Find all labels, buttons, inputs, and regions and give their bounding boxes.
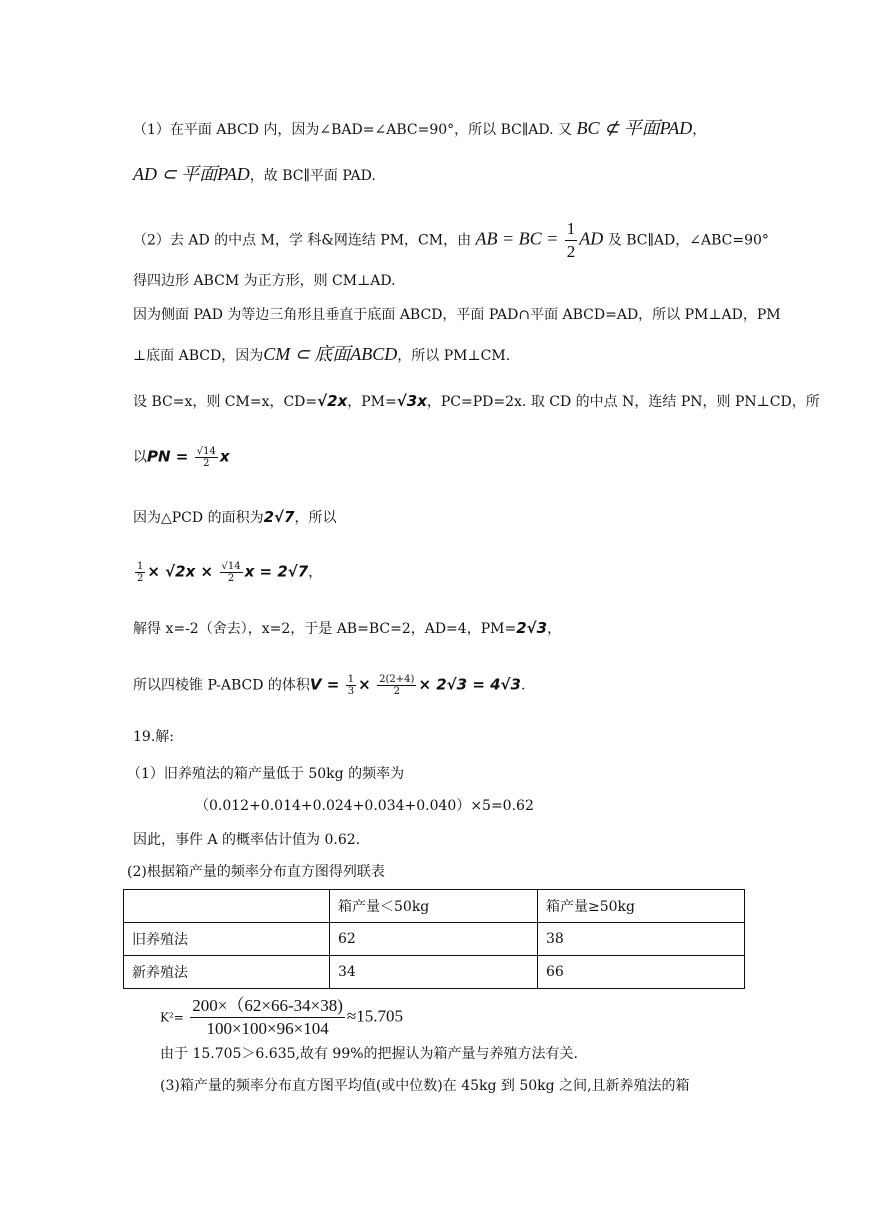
k2-value: ≈15.705 — [346, 1006, 403, 1026]
p2-text-i3: ，所以 — [294, 510, 337, 526]
p2-fraction-sqrt14-over-2: $\frac{√14}{2}$ — [196, 446, 216, 469]
p2-formula-times: × — [358, 675, 371, 694]
p2-text-l1: 所以四棱锥 P-ABCD 的体积 — [133, 677, 310, 694]
table-row — [124, 956, 745, 989]
p2-formula-pn: PN = — [147, 447, 189, 466]
p2-formula-pm-value: 2√3 — [516, 619, 548, 637]
p2-fraction-base-area: $\frac{2(2+4)}{2}$ — [379, 674, 415, 697]
p2-line10 — [133, 674, 525, 697]
p2-line5 — [133, 391, 820, 412]
p2-formula-volume-v: V = — [309, 675, 340, 694]
table-cell: 新养殖法 — [124, 956, 330, 989]
table-cell: 箱产量＜50kg — [330, 890, 538, 923]
p2-fraction-half: $\frac{1}{2}$ — [566, 219, 576, 261]
p2-line1 — [133, 218, 769, 263]
p1-text-a: （1）在平面 ABCD 内，因为∠BAD=∠ABC=90°，所以 BC∥AD. 又 — [133, 122, 573, 138]
k2-fraction — [190, 995, 345, 1040]
p1-text-b: ， — [692, 122, 707, 138]
p2-text-l5: . — [521, 677, 526, 694]
table-header-row — [124, 890, 745, 923]
table-cell: 旧养殖法 — [124, 923, 330, 956]
p2-formula-area: 2√7 — [263, 508, 295, 526]
q19-s4: (2)根据箱产量的频率分布直方图得列联表 — [127, 864, 385, 880]
p2-formula-area-eq-a: × √2x × — [147, 562, 214, 581]
contingency-table — [123, 889, 745, 989]
k2-label: K²= — [160, 1010, 184, 1025]
p2-fraction-sqrt14-over-2-b: $\frac{√14}{2}$ — [221, 561, 241, 584]
p2-text-g3: ，PM= — [347, 394, 397, 410]
p2-formula-cd: √2x — [317, 392, 348, 410]
p2-text-c: 得四边形 ABCM 为正方形，则 CM⊥AD. — [133, 273, 396, 289]
q19-s1: （1）旧养殖法的箱产量低于 50kg 的频率为 — [127, 766, 405, 782]
p2-line8 — [133, 561, 322, 584]
p2-text-e: ⊥底面 ABCD，因为 — [133, 348, 264, 364]
p1-formula-ad-in-plane: AD ⊂ 平面PAD — [133, 164, 250, 184]
p1-line1 — [133, 118, 706, 140]
p2-text-g1: 设 BC=x，则 CM=x，CD= — [133, 394, 318, 410]
p2-text-g5: ，PC=PD=2x. 取 CD 的中点 N，连结 PN，则 PN⊥CD，所 — [426, 394, 820, 410]
p2-text-f: ，所以 PM⊥CM. — [397, 348, 511, 364]
p2-formula-pm: √3x — [396, 392, 427, 410]
p2-fraction-third: $\frac{1}{3}$ — [347, 674, 355, 697]
p2-line2 — [133, 271, 396, 291]
p2-text-h1: 以 — [133, 449, 147, 466]
k2-formula — [160, 995, 403, 1040]
table-cell: 箱产量≥50kg — [538, 890, 745, 923]
p2-line9 — [133, 618, 561, 639]
table-row — [124, 923, 745, 956]
table-cell: 66 — [538, 956, 745, 989]
k2-numerator: 200×（62×66-34×38) — [190, 995, 345, 1018]
p2-text-i1: 因为△PCD 的面积为 — [133, 510, 264, 526]
p2-formula-area-eq-b: x = 2√7 — [244, 562, 309, 581]
p2-text-k3: ， — [547, 621, 562, 637]
p2-formula-volume-result: × 2√3 = 4√3 — [418, 675, 521, 694]
p1-line2 — [133, 164, 376, 186]
p2-text-k1: 解得 x=-2（舍去），x=2，于是 AB=BC=2，AD=4，PM= — [133, 621, 517, 637]
table-cell — [124, 890, 330, 923]
q19-s2: （0.012+0.014+0.024+0.034+0.040）×5=0.62 — [195, 798, 534, 814]
table-cell: 38 — [538, 923, 745, 956]
p1-formula-bc-not-in-plane: BC ⊄ 平面PAD — [576, 118, 693, 138]
p1-text-c: ，故 BC∥平面 PAD. — [249, 168, 376, 184]
p2-line4 — [133, 344, 510, 366]
p2-formula-ab-bc: AB = BC = — [475, 228, 559, 249]
k2-denominator: 100×100×96×104 — [206, 1019, 329, 1038]
table-cell: 62 — [330, 923, 538, 956]
p2-line6 — [133, 446, 230, 469]
q19-title: 19.解: — [133, 729, 174, 745]
p2-text-a: （2）去 AD 的中点 M，学 科&网连结 PM，CM，由 — [133, 232, 472, 249]
p2-formula-x: x — [219, 447, 230, 466]
p2-formula-cm-in-base: CM ⊂ 底面ABCD — [263, 344, 398, 364]
p2-line7 — [133, 507, 336, 528]
q19-s5: 由于 15.705＞6.635,故有 99%的把握认为箱产量与养殖方法有关. — [160, 1046, 578, 1062]
table-cell: 34 — [330, 956, 538, 989]
p2-text-b: 及 BC∥AD，∠ABC=90° — [607, 232, 769, 249]
p2-fraction-half-b: $\frac{1}{2}$ — [137, 561, 144, 584]
q19-s3: 因此，事件 A 的概率估计值为 0.62. — [133, 832, 361, 848]
p2-formula-ad: AD — [579, 228, 604, 249]
p2-line3 — [133, 305, 781, 325]
q19-s6: (3)箱产量的频率分布直方图平均值(或中位数)在 45kg 到 50kg 之间,且新养殖法的箱 — [160, 1078, 690, 1094]
p2-text-j4: ， — [308, 564, 323, 581]
p2-text-d: 因为侧面 PAD 为等边三角形且垂直于底面 ABCD，平面 PAD∩平面 ABCD=AD，所以 PM⊥AD，PM — [133, 307, 781, 323]
